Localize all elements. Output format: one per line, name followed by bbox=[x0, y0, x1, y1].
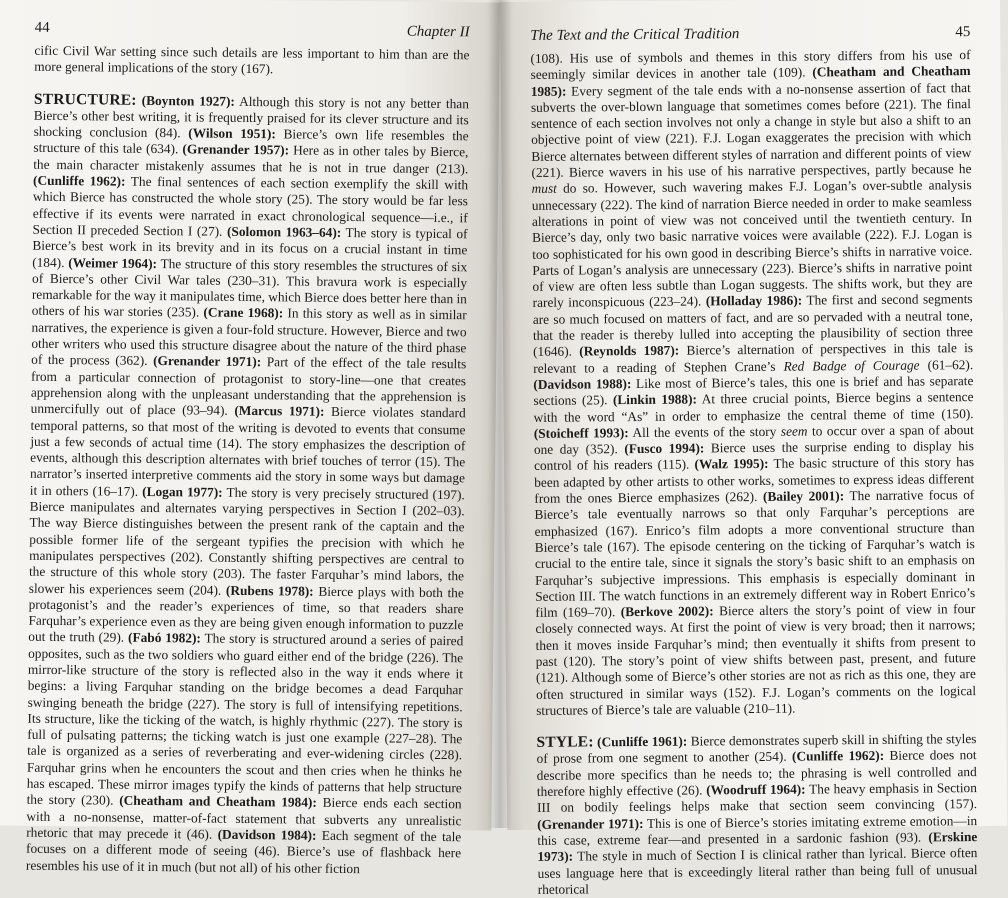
emphasized-text: must bbox=[531, 181, 557, 197]
citation: (Weimer 1964): bbox=[68, 254, 158, 271]
citation-summary: Although this story is not any better than Bierce’s other best writing, it is frequently praised for its clever structure and its shocking conclusion (84). bbox=[33, 93, 470, 141]
citation: (Grenander 1957): bbox=[182, 141, 290, 158]
right-continuation: (108). His use of symbols and themes in this story differs from his use of seemingly similar devices in another tale (109). bbox=[530, 47, 971, 83]
citation-summary: The story is structured around a series of paired opposites, such as the two soldiers who guard either end of the bridge (226). The mirror-like structure of the story is reflected also in the way it ends where it begins: a living Farquhar standing on the bridge becomes a dead Farquhar swinging beneath the bridge (227). The story is full of intensifying repetitions. Its structure, like the ticking of the watch, is highly rhythmic (227). The story is full of pulsating patterns; the ticking watch is just one example (227–28). The tale is organized as a series of reverberating and ever-widening circles (228). Farquhar grins when he encounters the scout and then cries when he thinks he has escaped. These mirror images typify the kinds of patterns that help structure the story (230). bbox=[26, 630, 464, 809]
citation: (Davidson 1988): bbox=[533, 375, 632, 392]
citation-summary: Bierce’s own life resembles the structure of this tale (634). bbox=[33, 126, 469, 157]
citation-summary: Bierce alters the story’s point of view in four closely connected ways. At first the point of view is very broad; then it narrows; then it moves inside Farquhar’s mind; then eventually it shifts from present to past (120). The story’s point of view shifts between past, present, and future (121). Although some of Bierce’s other stories are not as rich as this one, they are often structured in similar ways (152). F.J. Logan’s comments on the logical structures of Bierce’s tale are valuable (210–11). bbox=[535, 601, 977, 718]
left-running-head bbox=[35, 20, 470, 42]
citation-summary: The story is typical of Bierce’s best work in its brevity and in its focus on a crucial instant in time (184). bbox=[32, 224, 468, 270]
citation-summary: Bierce uses the surprise ending to display his control of his readers (115). bbox=[533, 438, 974, 474]
citation: (Cunliffe 1962): bbox=[33, 172, 126, 189]
structure-continuation-paragraph bbox=[530, 47, 976, 719]
citation: (Berkove 2002): bbox=[620, 603, 714, 620]
citation: (Grenander 1971): bbox=[537, 815, 644, 832]
emphasized-text: Red Badge of Courage bbox=[783, 357, 920, 374]
citation-summary: Like most of Bierce’s tales, this one is brief and has separate sections (25). bbox=[533, 373, 974, 409]
citation-summary: Bierce demonstrates superb skill in shifting the styles of prose from one segment to another (254). bbox=[536, 731, 977, 767]
citation-summary-cont: to occur over a span of about one day (352). bbox=[533, 421, 974, 458]
left-body bbox=[26, 43, 470, 878]
citation-summary: Bierce violates standard temporal patterns, so that most of the writing is devoted to events that consume just a few seconds of actual time (14). The story emphasizes the description of events, although this description alternates with brief touches of terror (15). The narrator’s inserted interpretive comments aid the story in some ways but damage it in others (16–17). bbox=[29, 404, 466, 499]
citation-summary: All the events of the story bbox=[628, 423, 781, 440]
citation-summary-cont: (61–62). bbox=[919, 356, 974, 373]
citation: (Cunliffe 1961): bbox=[597, 733, 688, 750]
citation-summary-cont: do so. However, such wavering makes F.J. Logan’s over-subtle analysis unnecessary (222). The kind of narration Bierce needed in order to make seamless alterations in point of view was not conceived until the twentieth century. In Bierce’s day, only two basic narrative voices were available (222). F.J. Logan is too sophisticated for his own good in describing Bierce’s shifts in narrative voice. Parts of Logan’s analysis are unnecessary (223). Bierce’s shifts in narrative point of view are often less subtle than Logan suggests. The shifts work, but they are rarely inconspicuous (223–24). bbox=[531, 177, 973, 311]
citation: (Fusco 1994): bbox=[624, 440, 705, 457]
left-chapter-title: Chapter II bbox=[406, 23, 470, 41]
left-page bbox=[0, 0, 500, 876]
right-page bbox=[500, 0, 1007, 897]
citation-summary: At three crucial points, Bierce begins a sentence with the word “As” in order to emphasize the central theme of time (150). bbox=[533, 389, 974, 425]
citation: (Solomon 1963–64): bbox=[226, 223, 342, 240]
citation-summary: The final sentences of each section exemplify the skill with which Bierce has constructed the whole story (25). The story would be far less effective if its events were narrated in exact chronological sequence—i.e., if Section II preceded Section I (27). bbox=[32, 173, 469, 239]
citation-summary: The narrative focus of Bierce’s tale eventually narrows so that only Farquhar’s perceptions are emphasized (167). Enrico’s film adopts a more conventional structure than Bierce’s tale (167). The episode centering on the ticking of Farquhar’s watch is crucial to the entire tale, since it signals the story’s basic shift to an emphasis on Farquhar’s subjective impressions. This emphasis is especially dominant in Section III. The watch functions in an extremely different way in Robert Enrico’s film (169–70). bbox=[534, 487, 976, 620]
citation-summary: The story is very precisely structured (197). Bierce manipulates and alternates varying perspectives in Section I (202–03). The way Bierce distinguishes between the present rank of the captain and the possible former life of the sergeant typifies the precision with which he manipulates perspectives (202). Constantly shifting perspectives are central to the structure of this whole story (203). The faster Farquhar’s mind labors, the slower his experiences seem (204). bbox=[28, 484, 465, 598]
right-chapter-title: The Text and the Critical Tradition bbox=[530, 26, 740, 44]
citation-summary: The basic structure of this story has been adapted by other artists to other works, sometimes to express ideas different from the ones Bierce emphasizes (262). bbox=[534, 454, 975, 506]
style-heading: STYLE: bbox=[536, 733, 594, 752]
citation: (Fabó 1982): bbox=[127, 630, 201, 646]
citation: (Grenander 1971): bbox=[153, 353, 262, 370]
citation-summary: Bierce plays with both the protagonist’s and the reader’s experiences of time, so that readers share Farquhar’s experience even as they are being given enough information to puzzle out the truth (29). bbox=[28, 583, 464, 646]
right-page-number: 45 bbox=[955, 24, 971, 41]
citation: (Stoicheff 1993): bbox=[533, 424, 629, 441]
citation: (Marcus 1971): bbox=[234, 403, 325, 420]
citation: (Rubens 1978): bbox=[225, 582, 314, 599]
right-running-head bbox=[530, 24, 970, 45]
citation-summary: Bierce’s alternation of perspectives in this tale is relevant to a reading of Stephen Crane’s bbox=[533, 340, 974, 376]
citation: (Woodruff 1964): bbox=[706, 781, 806, 798]
citation: (Wilson 1951): bbox=[188, 125, 276, 142]
citation-summary: The structure of this story resembles the structures of six of Bierce’s other Civil War tales (230–31). This bravura work is especially remarkable for the way it manipulates time, which Bierce does better here than in others of his war stories (235). bbox=[31, 255, 468, 320]
style-paragraph bbox=[536, 731, 977, 898]
emphasized-text: seem bbox=[780, 423, 808, 439]
citation: (Walz 1995): bbox=[694, 456, 769, 472]
left-page-number: 44 bbox=[34, 19, 50, 36]
citation: (Boynton 1927): bbox=[141, 92, 235, 109]
citation-summary: Here as in other tales by Bierce, the main character mistakenly assumes that he is not in true danger (213). bbox=[33, 142, 469, 177]
citation: (Cheatham and Cheatham 1985): bbox=[530, 63, 971, 99]
citation: (Davidson 1984): bbox=[217, 826, 317, 843]
right-body bbox=[530, 47, 977, 898]
citation: (Cunliffe 1962): bbox=[791, 748, 885, 765]
citation: (Reynolds 1987): bbox=[579, 342, 680, 359]
structure-heading: STRUCTURE: bbox=[33, 90, 137, 109]
citation: (Logan 1977): bbox=[142, 483, 223, 500]
structure-paragraph bbox=[26, 91, 469, 878]
citation-summary: This is one of Bierce’s stories imitating extreme emotion—in this case, extreme fear—and presented in a sardonic fashion (93). bbox=[537, 812, 978, 848]
citation-summary: The first and second segments are so much focused on matters of fact, and are so pervaded with a neutral tone, that the reader is thereby lulled into accepting the plausibility of section three (1646). bbox=[532, 291, 973, 360]
citation-summary: Part of the effect of the tale results from a particular connection of protagonist to story-line—one that creates apprehension along with the unpleasant understanding that the apprehension is unmercifully out of place (93–94). bbox=[30, 354, 467, 419]
citation: (Linkin 1988): bbox=[612, 391, 698, 408]
citation: (Crane 1968): bbox=[203, 304, 284, 321]
citation-summary: Bierce ends each section with a no-nonsense, matter-of-fact statement that subverts any unrealistic rhetoric that may precede it (46). bbox=[26, 795, 462, 842]
citation-summary: In this story as well as in similar narratives, the experience is given a four-fold structure. However, Bierce and two other writers who used this structure disagree about the nature of the third phase of the process (362). bbox=[31, 305, 467, 369]
citation: (Holladay 1986): bbox=[705, 293, 803, 309]
citation: (Cheatham and Cheatham 1984): bbox=[119, 793, 317, 811]
citation: (Bailey 2001): bbox=[762, 488, 845, 504]
citation-summary: Every segment of the tale ends with a no-nonsense assertion of fact that subverts the over-blown language that sometimes comes before (221). The final sentence of each section involves not only a change in style but also a shift to an objective point of view (221). F.J. Logan exaggerates the precision with which Bierce alternates between different styles of narration and different points of view (221). Bierce wavers in his use of his narrative perspectives, partly because he bbox=[530, 79, 972, 180]
citation: (Erskine 1973): bbox=[537, 829, 978, 865]
citation-summary: Each segment of the tale focuses on a different mode of seeing (46). Bierce’s use of flashback here resembles his use of it in much (but not all) of his other fiction bbox=[25, 827, 462, 876]
left-continuation: cific Civil War setting since such details are less important to him than are the more general implications of the story (167). bbox=[34, 42, 470, 77]
citation-summary: The heavy emphasis in Section III on bodily feelings helps make that section seem convincing (157). bbox=[536, 780, 978, 816]
citation-summary: Bierce does not describe more specifics than he needs to; the phrasing is well controlled and therefore highly effective (26). bbox=[536, 747, 977, 799]
citation-summary: The style in much of Section I is clinical rather than lyrical. Bierce often uses language here that is exceedingly literal rather than being full of unusual rhetorical bbox=[537, 845, 978, 897]
